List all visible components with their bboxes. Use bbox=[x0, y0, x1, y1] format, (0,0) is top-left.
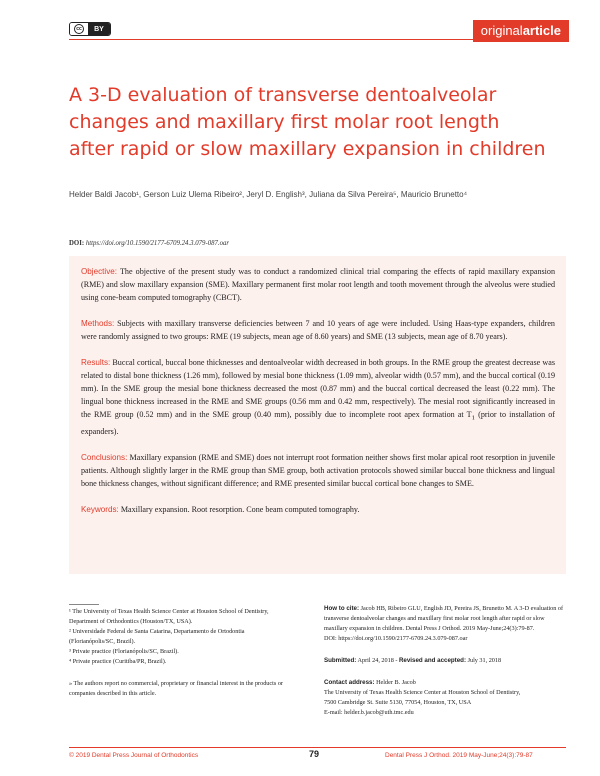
affiliation-1: ¹ The University of Texas Health Science Center at Houston School of Dentistry, Department of Orthodontics (Houston/TX, USA). bbox=[69, 608, 269, 625]
methods-label: Methods: bbox=[81, 319, 115, 328]
cc-icon bbox=[70, 23, 88, 35]
submission-dates: Submitted: April 24, 2018 - Revised and accepted: July 31, 2018 bbox=[324, 657, 502, 664]
article-title: A 3-D evaluation of transverse dentoalveolar changes and maxillary first molar root length after rapid or slow maxillary expansion in children bbox=[69, 84, 546, 160]
doi-label: DOI: bbox=[69, 240, 85, 247]
contact-line-2: 7500 Cambridge St. Suite 5130, 77054, Houston, TX, USA bbox=[324, 699, 472, 706]
keywords-label: Keywords: bbox=[81, 504, 119, 514]
cc-by-label: BY bbox=[88, 23, 110, 35]
abstract-box bbox=[69, 256, 566, 574]
footer-rule bbox=[69, 747, 566, 748]
affiliations-block bbox=[69, 604, 289, 699]
revised-date: July 31, 2018 bbox=[467, 657, 502, 664]
article-type-light: original bbox=[480, 23, 523, 38]
objective-label: Objective: bbox=[81, 267, 117, 276]
contact-line-1: The University of Texas Health Science Center at Houston School of Dentistry, bbox=[324, 689, 521, 696]
keywords-text: Maxillary expansion. Root resorption. Cone beam computed tomography. bbox=[120, 504, 360, 514]
results-subscript: 1 bbox=[471, 414, 475, 422]
doi-link[interactable]: https://doi.org/10.1590/2177-6709.24.3.079-087.oar bbox=[85, 240, 230, 247]
author-list: Helder Baldi Jacob¹, Gerson Luiz Ulema Ribeiro², Jeryl D. English³, Juliana da Silva Pereira⁵, Mauricio Brunetto⁴ bbox=[69, 190, 468, 199]
disclosure-note: » The authors report no commercial, proprietary or financial interest in the products or companies described in this article. bbox=[69, 680, 283, 697]
results-text: Buccal cortical, buccal bone thicknesses and dentoalveolar width decreased in both groups. In the RME group the greatest decrease was related to distal bone thickness (1.26 mm), followed by mesial bone thickness (1.09 mm), alveolar width (0.57 mm), and the buccal cortical (0.19 mm). In the SME group the mesial bone thickness decreased the most (0.87 mm) and the buccal cortical decreased the least (0.22 mm). The lingual bone thickness increased in the RME and SME groups (0.56 mm and 0.42 mm, respectively). The mesial root significantly increased in the RME group (0.52 mm) and in the SME group (0.40 mm), possibly due to incomplete root apex formation at T bbox=[81, 358, 556, 419]
citation-block bbox=[324, 604, 564, 718]
contact-label: Contact address: bbox=[324, 679, 375, 686]
affiliation-4: ⁴ Private practice (Curitiba/PR, Brazil). bbox=[69, 658, 167, 665]
conclusions-label: Conclusions: bbox=[81, 452, 128, 462]
contact-address bbox=[324, 678, 564, 688]
methods-text: Subjects with maxillary transverse deficiencies between 7 and 10 years of age were included. Using Haas-type expanders, children were randomly assigned to two groups: RME (19 subjects, mean age of 8.60 years) and SME (13 subjects, mean age of 8.70 years). bbox=[81, 319, 555, 341]
submitted-date: April 24, 2018 bbox=[357, 657, 394, 664]
footer-copyright: © 2019 Dental Press Journal of Orthodontics bbox=[69, 752, 199, 759]
how-to-cite-label: How to cite: bbox=[324, 605, 360, 612]
results-label: Results: bbox=[81, 358, 111, 367]
header-rule bbox=[69, 39, 479, 40]
footer-journal-reference: Dental Press J Orthod. 2019 May-June;24(3):79-87 bbox=[385, 752, 533, 759]
objective-text: The objective of the present study was to conduct a randomized clinical trial comparing the effects of rapid maxillary expansion (RME) and slow maxillary expansion (SME). Maxillary permanent first molar root length and tooth movement through the alveolus were studied using cone-beam computed tomography (CBCT). bbox=[81, 267, 555, 302]
contact-name: Helder B. Jacob bbox=[376, 679, 416, 686]
article-type-tag bbox=[473, 20, 569, 42]
affiliation-3: ³ Private practice (Florianópolis/SC, Brazil). bbox=[69, 648, 179, 655]
abstract-results bbox=[81, 356, 555, 438]
cc-circle: cc bbox=[74, 24, 84, 34]
contact-email[interactable]: E-mail: helder.b.jacob@uth.tmc.edu bbox=[324, 709, 414, 716]
revised-label: Revised and accepted: bbox=[398, 657, 467, 664]
conclusions-text: Maxillary expansion (RME and SME) does not interrupt root formation neither shows first molar apical root resorption in juvenile patients. Although slightly larger in the RME group than SME group, both activation protocols showed similar buccal bone thickness and lingual bone thickness changes, without significant difference; and RME presented similar buccal cortical bone changes to SME. bbox=[81, 452, 555, 488]
how-to-cite bbox=[324, 604, 564, 634]
abstract-methods bbox=[81, 317, 555, 343]
page-number: 79 bbox=[309, 749, 320, 759]
results-text-end: (prior to installation of expanders). bbox=[81, 410, 555, 436]
abstract-conclusions bbox=[81, 451, 555, 490]
citation-doi[interactable]: DOI: https://doi.org/10.1590/2177-6709.24.3.079-087.oar bbox=[324, 635, 468, 642]
cc-license-badge bbox=[69, 22, 111, 36]
affiliation-2: ² Universidade Federal de Santa Catarina, Departamento de Ortodontia (Florianópolis/SC, Brazil). bbox=[69, 628, 245, 645]
submitted-label: Submitted: bbox=[324, 657, 357, 664]
footnote-separator bbox=[69, 604, 99, 605]
abstract-keywords bbox=[81, 503, 555, 516]
how-to-cite-text: Jacob HB, Ribeiro GLU, English JD, Pereira JS, Brunetto M. A 3-D evaluation of transverse dentoalveolar changes and maxillary first molar root length after rapid or slow maxillary expansion in children. Dental Press J Orthod. 2019 May-June;24(3):79-87. bbox=[324, 605, 564, 632]
abstract-objective bbox=[81, 265, 555, 304]
doi-line bbox=[69, 240, 529, 247]
article-type-bold: article bbox=[522, 23, 561, 38]
